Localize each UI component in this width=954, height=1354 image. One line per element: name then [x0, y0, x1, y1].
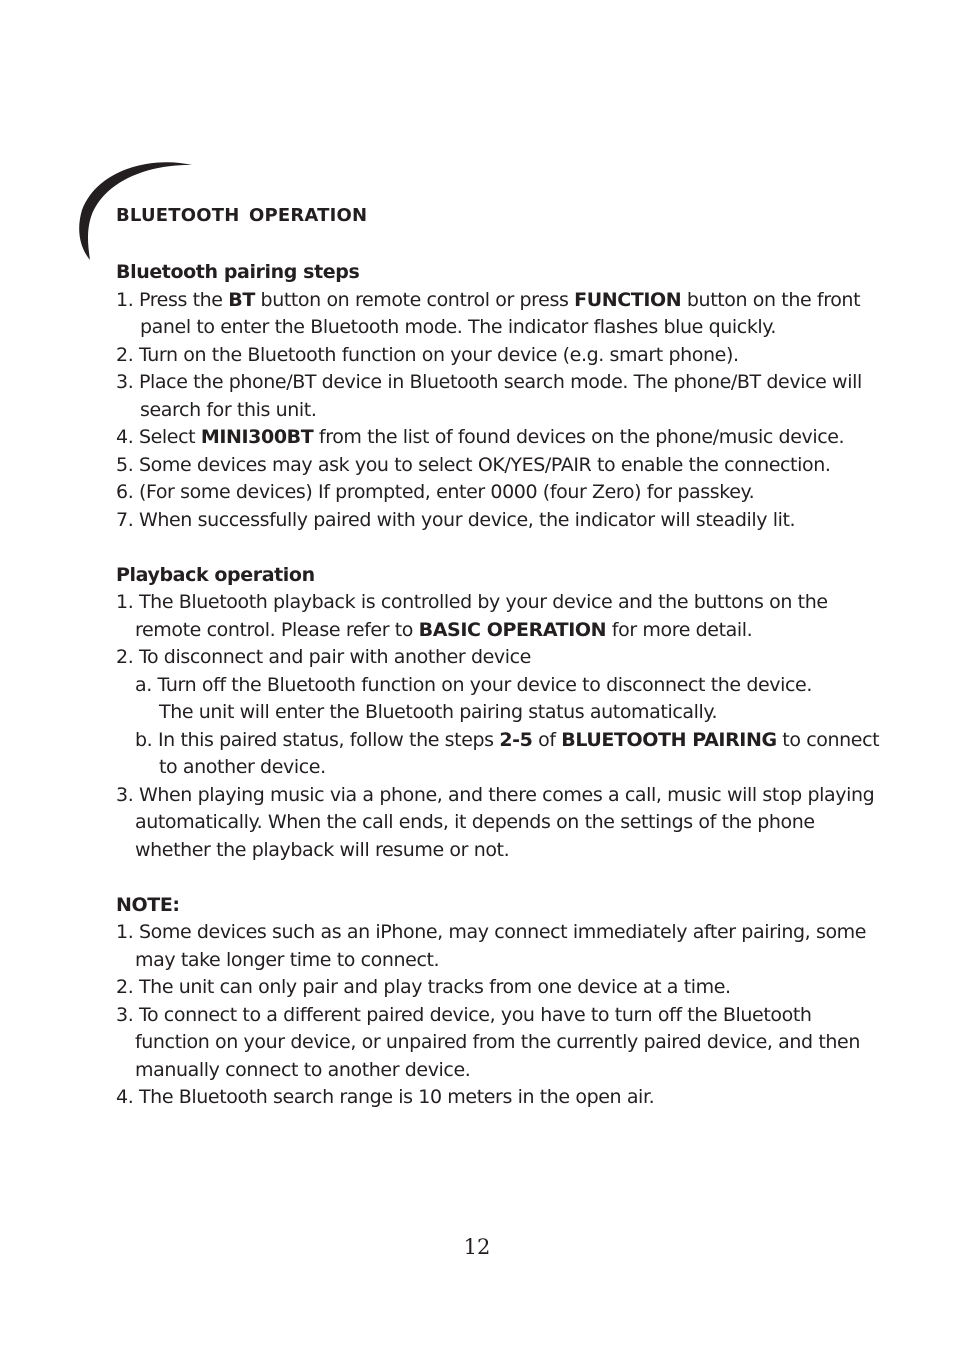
pairing-step-2: 2. Turn on the Bluetooth function on your device (e.g. smart phone).	[116, 343, 739, 366]
pairing-step-4: 4. Select MINI300BT from the list of found devices on the phone/music device.	[116, 426, 845, 448]
note-item-2: 2. The unit can only pair and play tracks from one device at a time.	[116, 976, 731, 998]
pairing-step-6: 6. (For some devices) If prompted, enter 0000 (four Zero) for passkey.	[116, 481, 755, 503]
note-item-3: 3. To connect to a different paired device, you have to turn off the Bluetooth function on your device, or unpaired from the currently paired device, and then manually connect to another device.	[116, 1003, 860, 1081]
playback-item-2: 2. To disconnect and pair with another device	[116, 646, 531, 668]
note-item-1: 1. Some devices such as an iPhone, may connect immediately after pairing, some may take longer time to connect.	[116, 921, 867, 971]
pairing-heading: Bluetooth pairing steps	[116, 261, 360, 283]
pairing-step-3: 3. Place the phone/BT device in Bluetooth search mode. The phone/BT device will search for this unit.	[116, 371, 862, 421]
manual-content	[116, 259, 906, 1112]
playback-heading: Playback operation	[116, 563, 315, 586]
playback-item-2a: a. Turn off the Bluetooth function on your device to disconnect the device. The unit will enter the Bluetooth pairing status automatically.	[135, 673, 812, 723]
playback-item-3: 3. When playing music via a phone, and there comes a call, music will stop playing automatically. When the call ends, it depends on the settings of the phone whether the playback will resume or not.	[116, 783, 875, 861]
section-title: BLUETOOTH OPERATION	[116, 205, 368, 226]
pairing-step-5: 5. Some devices may ask you to select OK/YES/PAIR to enable the connection.	[116, 453, 831, 476]
note-item-4: 4. The Bluetooth search range is 10 meters in the open air.	[116, 1086, 655, 1108]
playback-item-2b: b. In this paired status, follow the steps 2-5 of BLUETOOTH PAIRING to connect to another device.	[135, 728, 880, 778]
pairing-step-7: 7. When successfully paired with your device, the indicator will steadily lit.	[116, 508, 796, 531]
page-number: 12	[463, 1235, 491, 1259]
note-heading: NOTE:	[116, 893, 180, 916]
pairing-step-1: 1. Press the BT button on remote control or press FUNCTION button on the front panel to enter the Bluetooth mode. The indicator flashes blue quickly.	[116, 288, 861, 338]
playback-item-1: 1. The Bluetooth playback is controlled by your device and the buttons on the remote control. Please refer to BASIC OPERATION for more detail.	[116, 591, 828, 641]
